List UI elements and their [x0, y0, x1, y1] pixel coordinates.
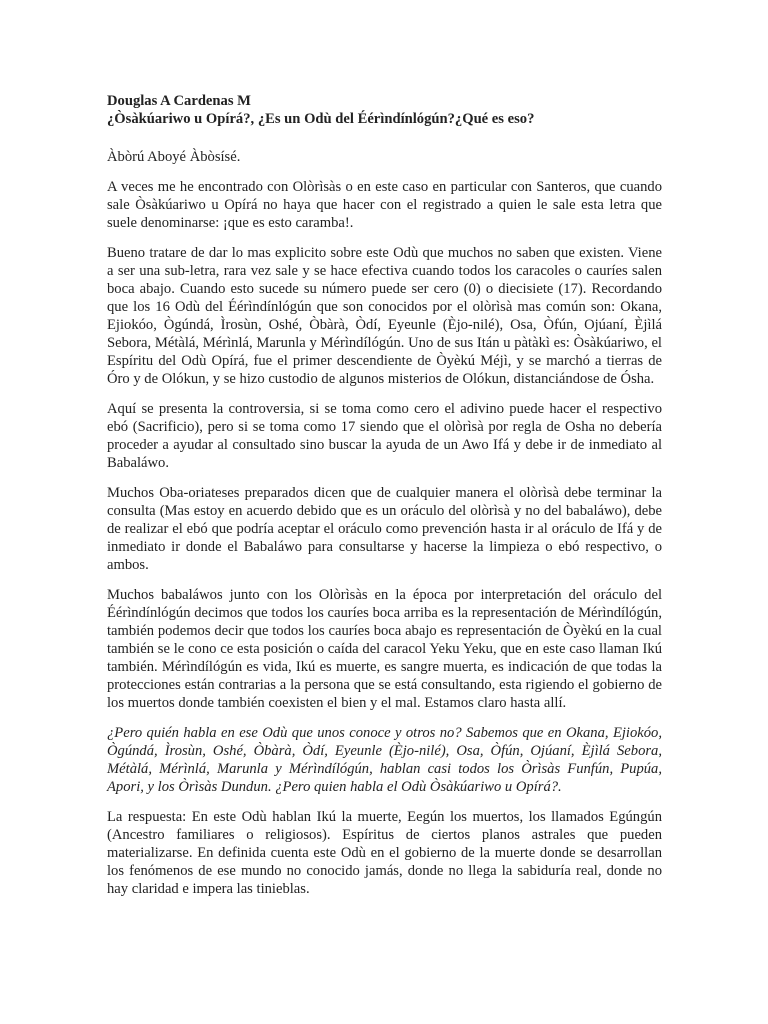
document-page [107, 92, 662, 898]
document-author: Douglas A Cardenas M [107, 93, 251, 109]
paragraph-explanation: Bueno tratare de dar lo mas explicito sobre este Odù que muchos no saben que existen. Viene a ser una sub-letra, rara vez sale y se hace efectiva cuando todos los caracoles o cauríes salen boca abajo. Cuando esto sucede su número puede ser cero (0) o diecisiete (17). Recordando que los 16 Odù del Éérìndínlógún que son conocidos por el olòrìsà mas común son: Okana, Ejiokóo, Ògúndá, Ìrosùn, Oshé, Òbàrà, Òdí, Eyeunle (Èjo-nilé), Osa, Òfún, Ojúaní, Èjìlá Sebora, Métàlá, Mérìnlá, Marunla y Mérìndílógún. Uno de sus Itán u pàtàkì es: Òsàkúariwo, el Espíritu del Odù Opírá, fue el primer descendiente de Òyèkú Méjì, y se marchó a tierras de Óro y de Olókun, y se hizo custodio de algunos misterios de Olókun, distanciándose de Ósha. [107, 245, 662, 387]
paragraph-question: ¿Pero quién habla en ese Odù que unos conoce y otros no? Sabemos que en Okana, Ejiokóo, Ògúndá, Ìrosùn, Oshé, Òbàrà, Òdí, Eyeunle (Èjo-nilé), Osa, Òfún, Ojúaní, Èjìlá Sebora, Métàlá, Mérìnlá, Marunla y Mérìndílógún, hablan casi todos los Òrìsàs Funfún, Pupúa, Apori, y los Òrìsàs Dundun. ¿Pero quien habla el Odù Òsàkúariwo u Opírá?. [107, 725, 662, 795]
paragraph-controversy: Aquí se presenta la controversia, si se toma como cero el adivino puede hacer el respectivo ebó (Sacrificio), pero si se toma como 17 siendo que el olòrìsà por regla de Osha no debería proceder a ayudar al consultado sino buscar la ayuda de un Awo Ifá y debe ir de inmediato al Babaláwo. [107, 401, 662, 471]
paragraph-answer: La respuesta: En este Odù hablan Ikú la muerte, Eegún los muertos, los llamados Egúngún (Ancestro familiares o religiosos). Espíritus de ciertos planos astrales que pueden materializarse. En definida cuenta este Odù en el gobierno de la muerte donde se desarrollan los fenómenos de ese mundo no conocido jamás, donde no llega la sabiduría real, donde no hay claridad e impera las tinieblas. [107, 809, 662, 897]
paragraph-babalawos: Muchos babaláwos junto con los Olòrìsàs en la época por interpretación del oráculo del Éérìndínlógún decimos que todos los cauríes boca arriba es la representación de Mérìndílógún, también podemos decir que todos los cauríes boca abajo es representación de Òyèkú en la cual también se le cono ce esta posición o caída del caracol Yeku Yeku, que en este caso llaman Ikú también. Mérìndílógún es vida, Ikú es muerte, es sangre muerta, es indicación de que todas la protecciones están contrarias a la persona que se está consultando, esta rigiendo el gobierno de los muertos donde también coexisten el bien y el mal. Estamos claro hasta allí. [107, 587, 662, 711]
document-title: ¿Òsàkúariwo u Opírá?, ¿Es un Odù del Éérìndínlógún?¿Qué es eso? [107, 111, 535, 127]
paragraph-oba-oriateses: Muchos Oba-oriateses preparados dicen que de cualquier manera el olòrìsà debe terminar la consulta (Mas estoy en acuerdo debido que es un oráculo del olòrìsà y no del babaláwo), debe de realizar el ebó que podría aceptar el oráculo como prevención hasta ir al oráculo de Ifá y de inmediato ir donde el Babaláwo para consultarse y hacerse la limpieza o ebó respectivo, o ambos. [107, 485, 662, 573]
paragraph-intro: A veces me he encontrado con Olòrìsàs o en este caso en particular con Santeros, que cuando sale Òsàkúariwo u Opírá no haya que hacer con el registrado a quien le sale esta letra que suele denominarse: ¡que es esto caramba!. [107, 179, 662, 231]
document-greeting: Àbòrú Aboyé Àbòsísé. [107, 149, 241, 165]
